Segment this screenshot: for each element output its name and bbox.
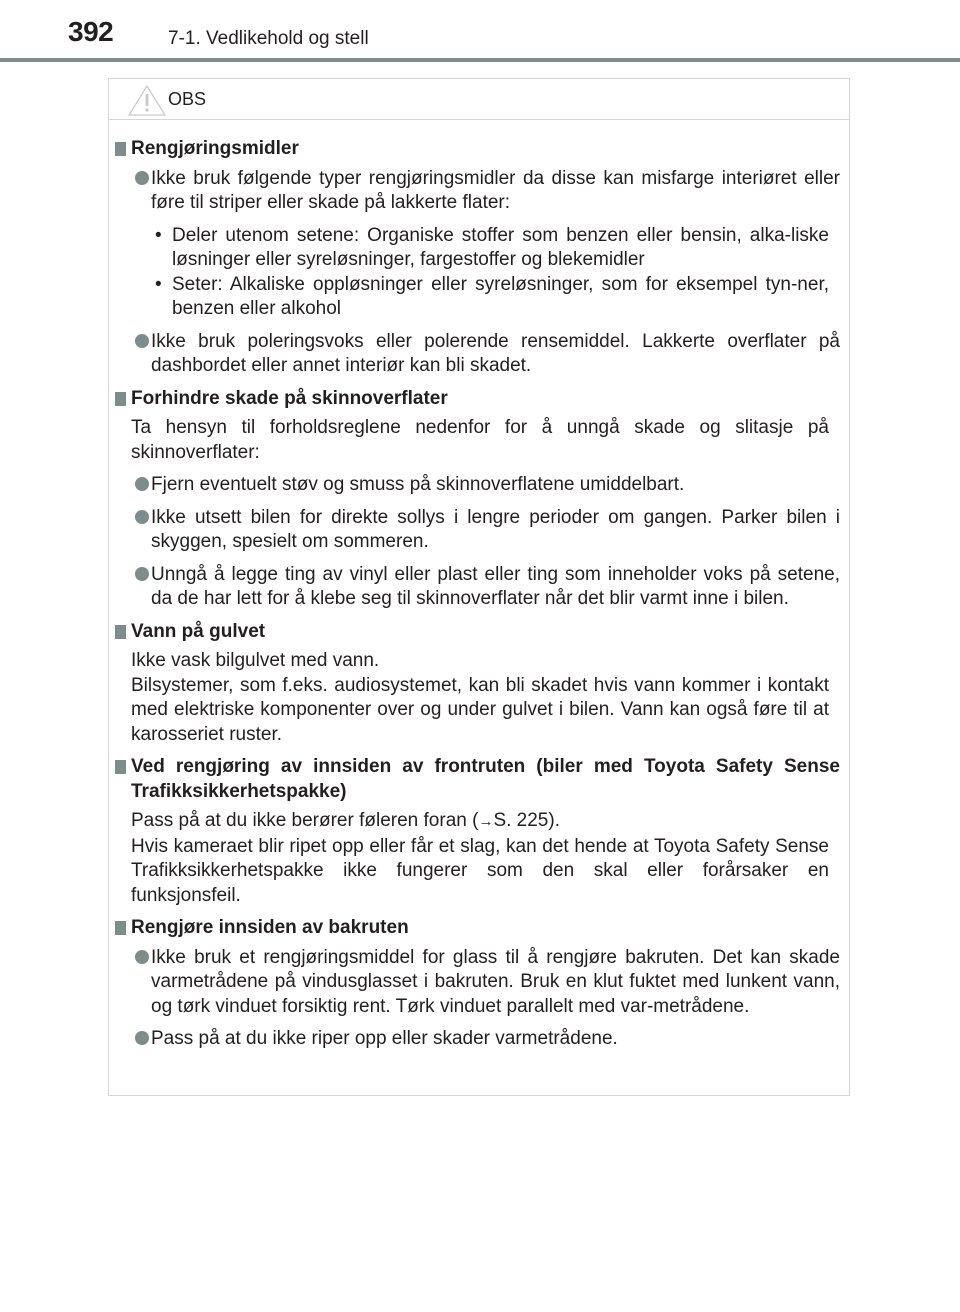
header-rule [0, 58, 960, 62]
arrow-right-icon: → [478, 813, 494, 830]
bullet: Ikke bruk poleringsvoks eller polerende rensemiddel. Lakkerte overflater på dashbordet eller annet interiør kan bli skadet. [109, 330, 849, 379]
heading-rear-window: Rengjøre innsiden av bakruten [109, 916, 849, 941]
paragraph: Pass på at du ikke berører føleren foran (→S. 225). [109, 809, 849, 835]
paragraph: Hvis kameraet blir ripet opp eller får et slag, kan det hende at Toyota Safety Sense Trafikksikkerhetspakke ikke fungerer som den skal eller forårsaker en funksjonsfeil. [131, 835, 829, 906]
heading-water-floor: Vann på gulvet [109, 620, 849, 645]
page-header [0, 0, 960, 62]
caution-label: OBS [168, 89, 207, 109]
page-number: 392 [68, 16, 114, 47]
heading-windshield: Ved rengjøring av innsiden av frontruten (biler med Toyota Safety Sense Trafikksikkerhetspakke) [109, 755, 849, 804]
section-title: 7-1. Vedlikehold og stell [168, 28, 369, 49]
bullet: Fjern eventuelt støv og smuss på skinnoverflatene umiddelbart. [109, 473, 849, 498]
heading-square-icon [115, 392, 126, 406]
bullet: Unngå å legge ting av vinyl eller plast eller ting som inneholder voks på setene, da de har lett for å klebe seg til skinnoverflater når det blir varmt inne i bilen. [109, 563, 849, 612]
bullet-dot-icon [135, 567, 149, 581]
heading-square-icon [115, 625, 126, 639]
bullet-dot-icon [135, 510, 149, 524]
paragraph: Ikke vask bilgulvet med vann. [131, 650, 380, 671]
bullet: Pass på at du ikke riper opp eller skader varmetrådene. [109, 1027, 849, 1052]
heading-square-icon [115, 760, 126, 774]
caution-box-header [109, 79, 849, 120]
bullet-dot-icon [135, 477, 149, 491]
bullet-dot-icon [135, 334, 149, 348]
bullet: Ikke bruk følgende typer rengjøringsmidler da disse kan misfarge interiøret eller føre til striper eller skade på lakkerte flater: [109, 167, 849, 216]
bullet: Ikke bruk et rengjøringsmiddel for glass til å rengjøre bakruten. Det kan skade varmetrådene på vindusglasset i bakruten. Bruk en klut fuktet med lunkent vann, og tørk vinduet forsiktig rent. Tørk vinduet parallelt med var-metrådene. [109, 946, 849, 1020]
bullet-dot-icon [135, 950, 149, 964]
heading-cleaning-agents: Rengjøringsmidler [109, 137, 849, 162]
bullet-dot-icon [135, 171, 149, 185]
paragraph: Bilsystemer, som f.eks. audiosystemet, kan bli skadet hvis vann kommer i kontakt med elektriske komponenter over og under gulvet i bilen. Vann kan også føre til at karosseriet ruster. [131, 674, 829, 745]
caution-box [108, 78, 850, 1096]
dash-item: • Seter: Alkaliske oppløsninger eller syreløsninger, som for eksempel tyn-ner, benzen eller alkohol [155, 273, 829, 319]
bullet: Ikke utsett bilen for direkte sollys i lengre perioder om gangen. Parker bilen i skyggen, spesielt om sommeren. [109, 506, 849, 555]
page-reference-link[interactable]: S. 225). [493, 810, 560, 831]
dash-item: • Deler utenom setene: Organiske stoffer som benzen eller bensin, alka-liske løsninger eller syreløsninger, fargestoffer og blekemidler [155, 224, 829, 270]
heading-square-icon [115, 142, 126, 156]
warning-triangle-icon [127, 84, 167, 116]
paragraph: Ta hensyn til forholdsreglene nedenfor for å unngå skade og slitasje på skinnoverflater: [131, 417, 829, 463]
bullet-dot-icon [135, 1031, 149, 1045]
heading-square-icon [115, 921, 126, 935]
heading-leather: Forhindre skade på skinnoverflater [109, 387, 849, 412]
caution-content [109, 137, 849, 1052]
